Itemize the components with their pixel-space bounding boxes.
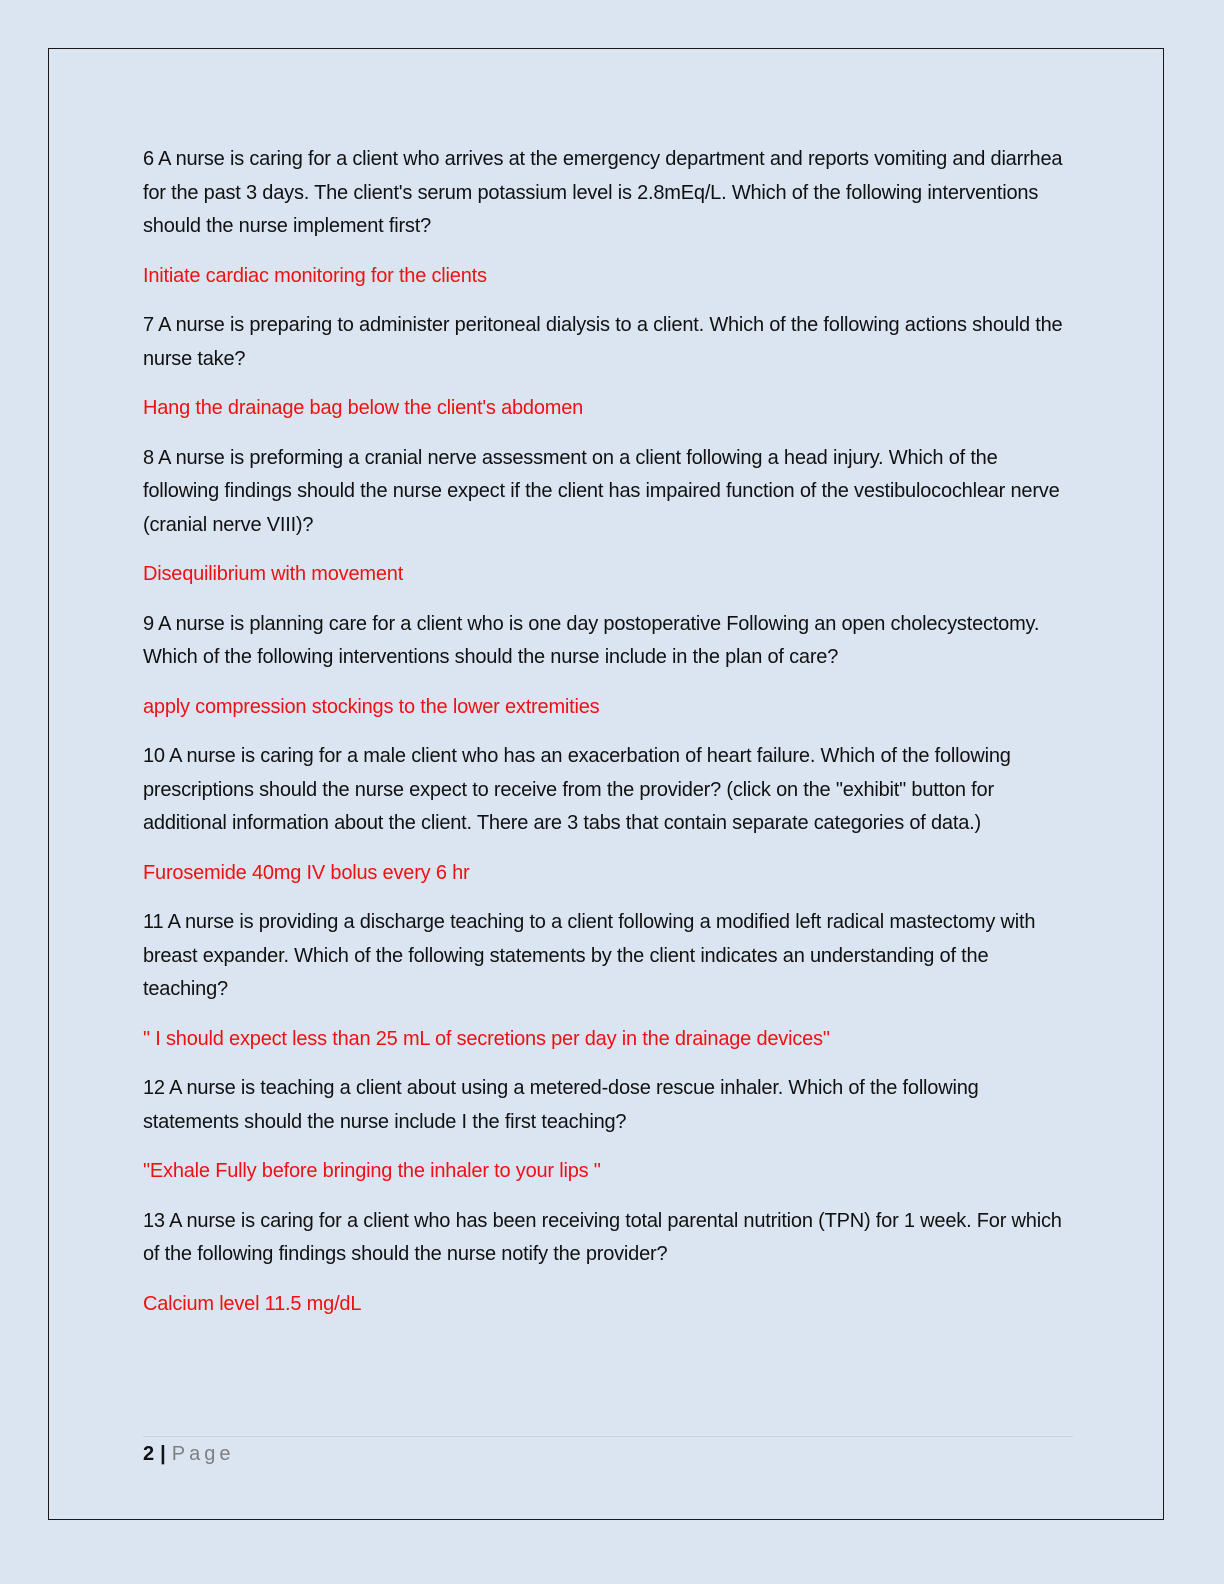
question-12: 12 A nurse is teaching a client about using a metered-dose rescue inhaler. Which of the following statements should the nurse include I the first teaching?: [143, 1077, 979, 1133]
footer-divider: [143, 1436, 1073, 1437]
question-7: 7 A nurse is preparing to administer peritoneal dialysis to a client. Which of the following actions should the nurse take?: [143, 314, 1063, 370]
page-separator: |: [160, 1443, 166, 1465]
answer-7: Hang the drainage bag below the client's abdomen: [143, 397, 584, 419]
answer-9: apply compression stockings to the lower extremities: [143, 695, 600, 718]
question-13: 13 A nurse is caring for a client who has been receiving total parental nutrition (TPN) for 1 week. For which of the following findings should the nurse notify the provider?: [143, 1209, 1062, 1265]
answer-13: Calcium level 11.5 mg/dL: [143, 1292, 362, 1315]
answer-8: Disequilibrium with movement: [143, 563, 404, 585]
question-9: 9 A nurse is planning care for a client who is one day postoperative Following an open cholecystectomy. Which of the following interventions should the nurse include in the plan of care?: [143, 612, 1040, 668]
answer-10: Furosemide 40mg IV bolus every 6 hr: [143, 861, 470, 884]
page-number: 2: [143, 1443, 155, 1465]
question-10: 10 A nurse is caring for a male client who has an exacerbation of heart failure. Which of the following prescriptions should the nurse expect to receive from the provider? (click on the "exhibit" button for additional information about the client. There are 3 tabs that contain separate categories of data.): [143, 745, 1011, 834]
answer-11: " I should expect less than 25 mL of secretions per day in the drainage devices": [143, 1027, 830, 1050]
answer-6: Initiate cardiac monitoring for the clients: [143, 264, 487, 287]
page-label: Page: [171, 1443, 235, 1465]
document-body: [143, 143, 1078, 1337]
question-8: 8 A nurse is preforming a cranial nerve assessment on a client following a head injury. Which of the following findings should the nurse expect if the client has impaired function of the vestibulocochlear nerve (cranial nerve VIII)?: [143, 446, 1060, 536]
page-footer: [143, 1440, 234, 1468]
question-11: 11 A nurse is providing a discharge teaching to a client following a modified left radical mastectomy with breast expander. Which of the following statements by the client indicates an understanding of the teaching?: [143, 911, 1036, 1000]
question-6: 6 A nurse is caring for a client who arrives at the emergency department and reports vomiting and diarrhea for the past 3 days. The client's serum potassium level is 2.8mEq/L. Which of the following interventions should the nurse implement first?: [143, 148, 1063, 237]
answer-12: "Exhale Fully before bringing the inhaler to your lips ": [143, 1160, 601, 1182]
